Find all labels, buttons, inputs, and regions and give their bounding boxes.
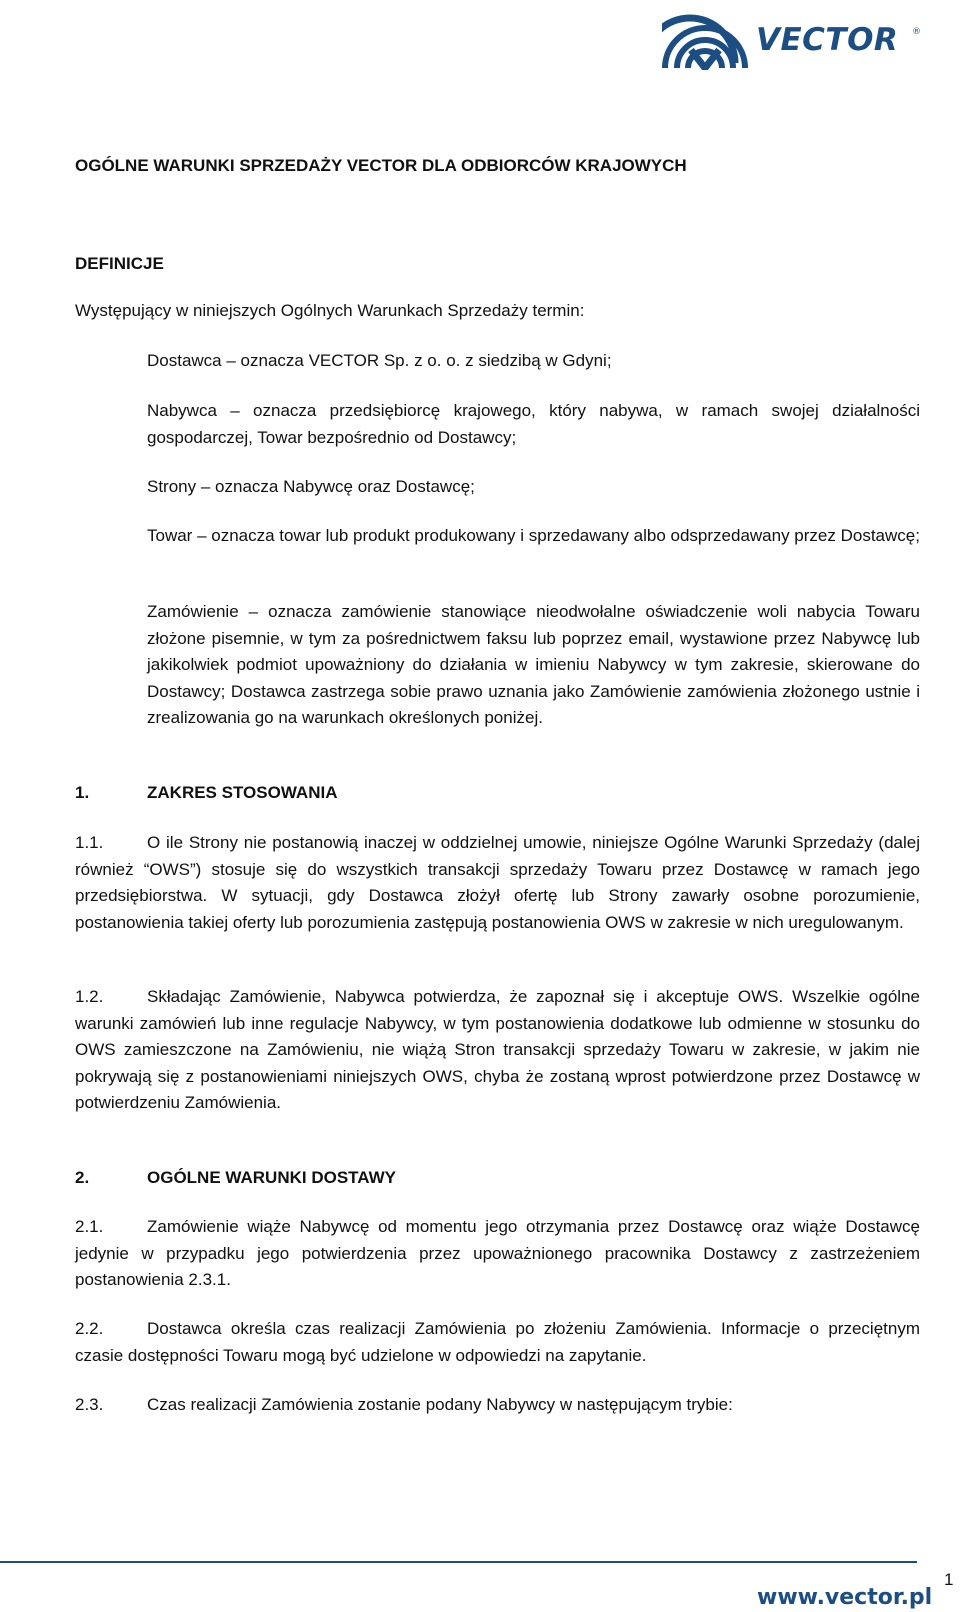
paragraph-1-1 xyxy=(75,830,920,936)
paragraph-number: 2.2. xyxy=(75,1319,104,1338)
paragraph-text: Dostawca określa czas realizacji Zamówienia po złożeniu Zamówienia. Informacje o przeciętnym czasie dostępności Towaru mogą być udzielone w odpowiedzi na zapytanie. xyxy=(75,1319,920,1365)
registered-mark: ® xyxy=(912,27,921,37)
definitions-heading: DEFINICJE xyxy=(75,254,164,273)
definition-nabywca: Nabywca – oznacza przedsiębiorcę krajowego, który nabywa, w ramach swojej działalności gospodarczej, Towar bezpośrednio od Dostawcy; xyxy=(147,401,920,447)
definition-dostawca: Dostawca – oznacza VECTOR Sp. z o. o. z siedzibą w Gdyni; xyxy=(147,351,612,370)
page-number: 1 xyxy=(944,1570,954,1589)
paragraph-number: 1.1. xyxy=(75,833,104,852)
paragraph-text: Zamówienie wiąże Nabywcę od momentu jego otrzymania przez Dostawcę oraz wiąże Dostawcę jedynie w przypadku jego potwierdzenia przez upoważnionego pracownika Dostawcy z zastrzeżeniem postanowienia 2.3.1. xyxy=(75,1217,920,1289)
paragraph-2-2 xyxy=(75,1316,920,1369)
paragraph-number: 2.1. xyxy=(75,1217,104,1236)
section-number: 2. xyxy=(75,1168,90,1187)
document-title: OGÓLNE WARUNKI SPRZEDAŻY VECTOR DLA ODBIORCÓW KRAJOWYCH xyxy=(75,156,687,175)
definitions-intro: Występujący w niniejszych Ogólnych Warunkach Sprzedaży termin: xyxy=(75,301,585,320)
paragraph-1-2 xyxy=(75,984,920,1117)
definition-zamowienie: Zamówienie – oznacza zamówienie stanowiące nieodwołalne oświadczenie woli nabycia Towaru złożone pisemnie, w tym za pośrednictwem faksu lub poprzez email, wystawione przez Nabywcę lub jakikolwiek podmiot upoważniony do działania w imieniu Nabywcy w tym zakresie, skierowane do Dostawcy; Dostawca zastrzega sobie prawo uznania jako Zamówienie zamówienia złożonego ustnie i zrealizowania go na warunkach określonych poniżej. xyxy=(147,602,920,727)
footer-website-link[interactable]: www.vector.pl xyxy=(757,1585,933,1610)
paragraph-number: 1.2. xyxy=(75,987,104,1006)
section-number: 1. xyxy=(75,783,90,802)
paragraph-text: Składając Zamówienie, Nabywca potwierdza, że zapoznał się i akceptuje OWS. Wszelkie ogólne warunki zamówień lub inne regulacje Nabywcy, w tym postanowienia dodatkowe lub odmienne w stosunku do OWS zamieszczone na Zamówieniu, nie wiążą Stron transakcji sprzedaży Towaru w zakresie, w jakim nie pokrywają się z postanowieniami niniejszych OWS, chyba że zostaną wprost potwierdzone przez Dostawcę w potwierdzeniu Zamówienia. xyxy=(75,987,920,1112)
footer-divider xyxy=(0,1561,917,1563)
paragraph-2-3 xyxy=(75,1392,920,1419)
section-title: OGÓLNE WARUNKI DOSTAWY xyxy=(147,1168,397,1187)
paragraph-number: 2.3. xyxy=(75,1395,104,1414)
section-title: ZAKRES STOSOWANIA xyxy=(147,783,338,802)
paragraph-text: Czas realizacji Zamówienia zostanie podany Nabywcy w następującym trybie: xyxy=(147,1395,733,1414)
logo-wordmark: VECTOR xyxy=(756,22,899,58)
definition-towar: Towar – oznacza towar lub produkt produkowany i sprzedawany albo odsprzedawany przez Dostawcę; xyxy=(147,526,920,545)
definition-strony: Strony – oznacza Nabywcę oraz Dostawcę; xyxy=(147,477,475,496)
paragraph-text: O ile Strony nie postanowią inaczej w oddzielnej umowie, niniejsze Ogólne Warunki Sprzedaży (dalej również “OWS”) stosuje się do wszystkich transakcji sprzedaży Towaru przez Dostawcę w ramach jego przedsiębiorstwa. W sytuacji, gdy Dostawca złożył ofertę lub Strony zawarły osobne porozumienie, postanowienia takiej oferty lub porozumienia zastępują postanowienia OWS w zakresie w nich uregulowanym. xyxy=(75,833,920,932)
paragraph-2-1 xyxy=(75,1214,920,1294)
